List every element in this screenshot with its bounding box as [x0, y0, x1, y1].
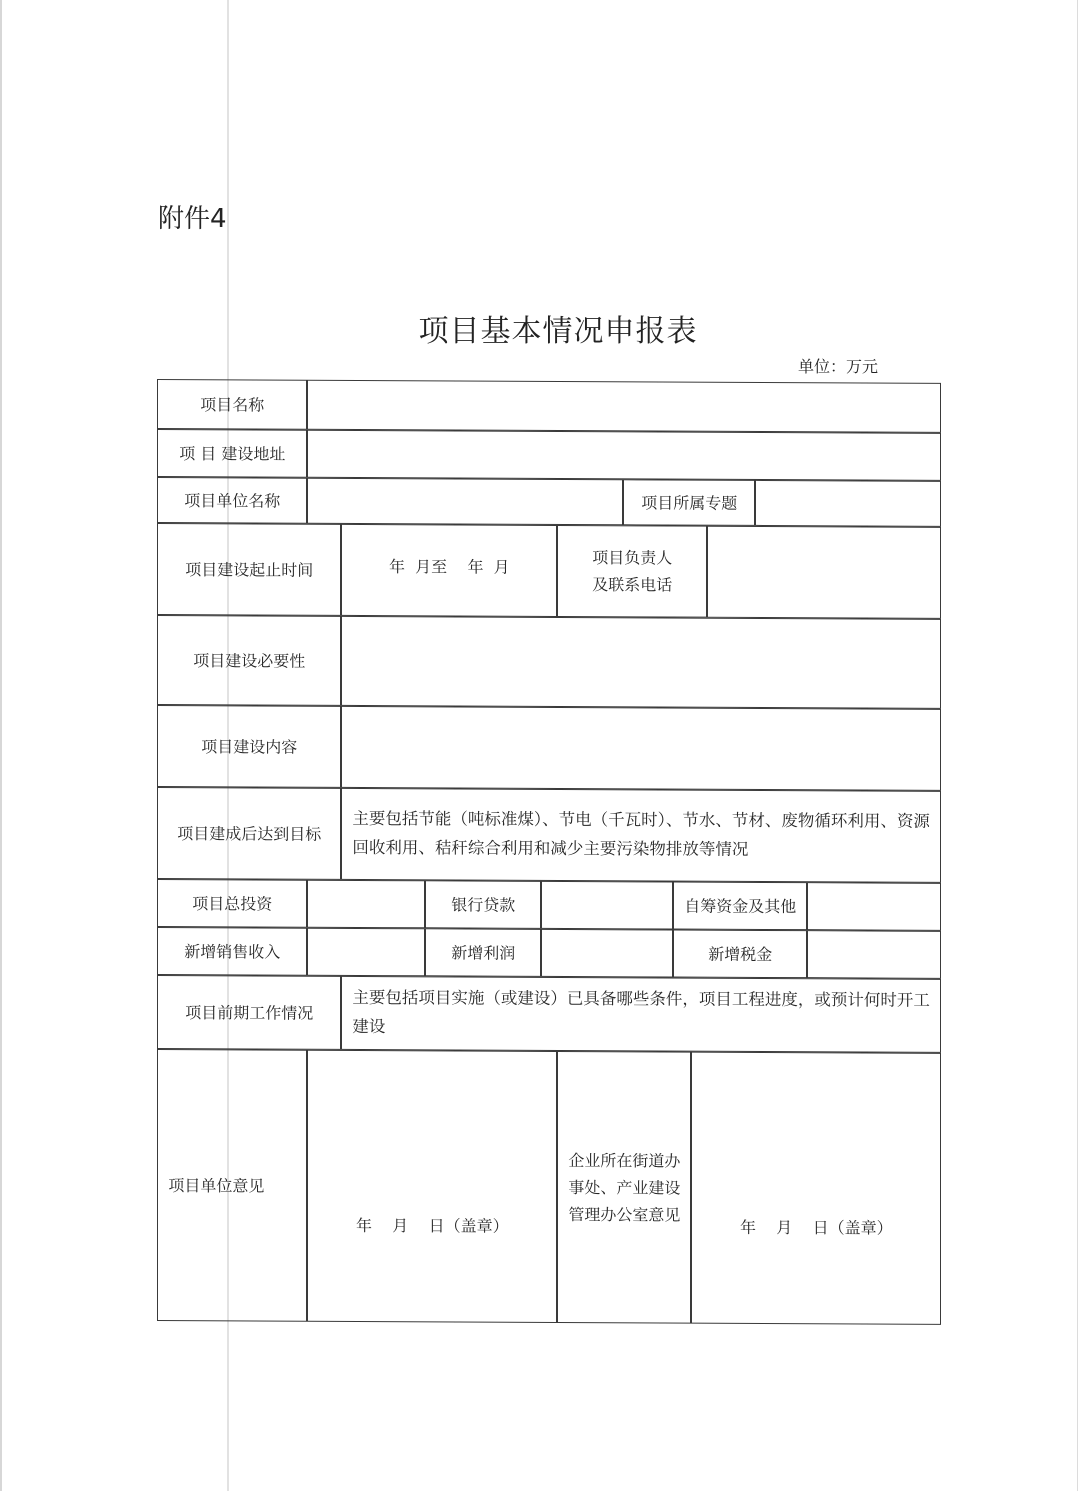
- self-funding-field[interactable]: [807, 882, 941, 931]
- total-investment-label: 项目总投资: [157, 879, 307, 928]
- necessity-label: 项目建设必要性: [157, 615, 341, 706]
- new-tax-field[interactable]: [807, 930, 941, 979]
- project-name-label: 项目名称: [157, 379, 307, 430]
- unit-opinion-field[interactable]: 年 月 日（盖章）: [307, 1050, 557, 1323]
- new-tax-label: 新增税金: [673, 930, 807, 979]
- unit-name-label: 项目单位名称: [157, 477, 307, 524]
- preliminary-work-description: 主要包括项目实施（或建设）已具备哪些条件，项目工程进度，或预计何时开工建设: [341, 976, 941, 1053]
- form-title: 项目基本情况申报表: [418, 314, 698, 349]
- necessity-field[interactable]: [341, 616, 941, 709]
- total-investment-field[interactable]: [307, 880, 425, 929]
- project-topic-field[interactable]: [755, 480, 941, 527]
- preliminary-work-label: 项目前期工作情况: [157, 975, 341, 1050]
- goals-description: 主要包括节能（吨标准煤）、节电（千瓦时）、节水、节材、废物循环利用、资源回收利用、秸秆综合利用和减少主要污染物排放等情况: [341, 788, 941, 883]
- bank-loan-label: 银行贷款: [425, 881, 541, 930]
- construction-period-label: 项目建设起止时间: [157, 523, 341, 616]
- page-edge: [0, 0, 2, 1491]
- content-field[interactable]: [341, 706, 941, 791]
- project-name-field[interactable]: [307, 380, 941, 433]
- project-leader-field[interactable]: [707, 526, 941, 619]
- new-profit-label: 新增利润: [425, 929, 541, 978]
- construction-address-label: 项 目 建设地址: [157, 429, 307, 478]
- attachment-label: 附件4: [158, 204, 227, 234]
- content-label: 项目建设内容: [157, 705, 341, 788]
- goals-label: 项目建成后达到目标: [157, 787, 341, 880]
- self-funding-label: 自筹资金及其他: [673, 882, 807, 931]
- project-topic-label: 项目所属专题: [623, 480, 755, 527]
- page-edge: [1077, 0, 1078, 1491]
- construction-address-field[interactable]: [307, 430, 941, 481]
- unit-opinion-label: 项目单位意见: [157, 1049, 307, 1322]
- new-sales-label: 新增销售收入: [157, 927, 307, 976]
- office-opinion-label: 企业所在街道办事处、产业建设管理办公室意见: [557, 1051, 691, 1324]
- office-opinion-field[interactable]: 年 月 日（盖章）: [691, 1052, 941, 1325]
- new-sales-field[interactable]: [307, 928, 425, 977]
- unit-name-field[interactable]: [307, 478, 623, 526]
- new-profit-field[interactable]: [541, 929, 673, 978]
- bank-loan-field[interactable]: [541, 881, 673, 930]
- construction-period-field[interactable]: 年 月至 年 月: [341, 524, 557, 617]
- unit-label: 单位：万元: [798, 357, 879, 376]
- project-leader-label: 项目负责人 及联系电话: [557, 525, 707, 618]
- application-form-table: [158, 380, 942, 1326]
